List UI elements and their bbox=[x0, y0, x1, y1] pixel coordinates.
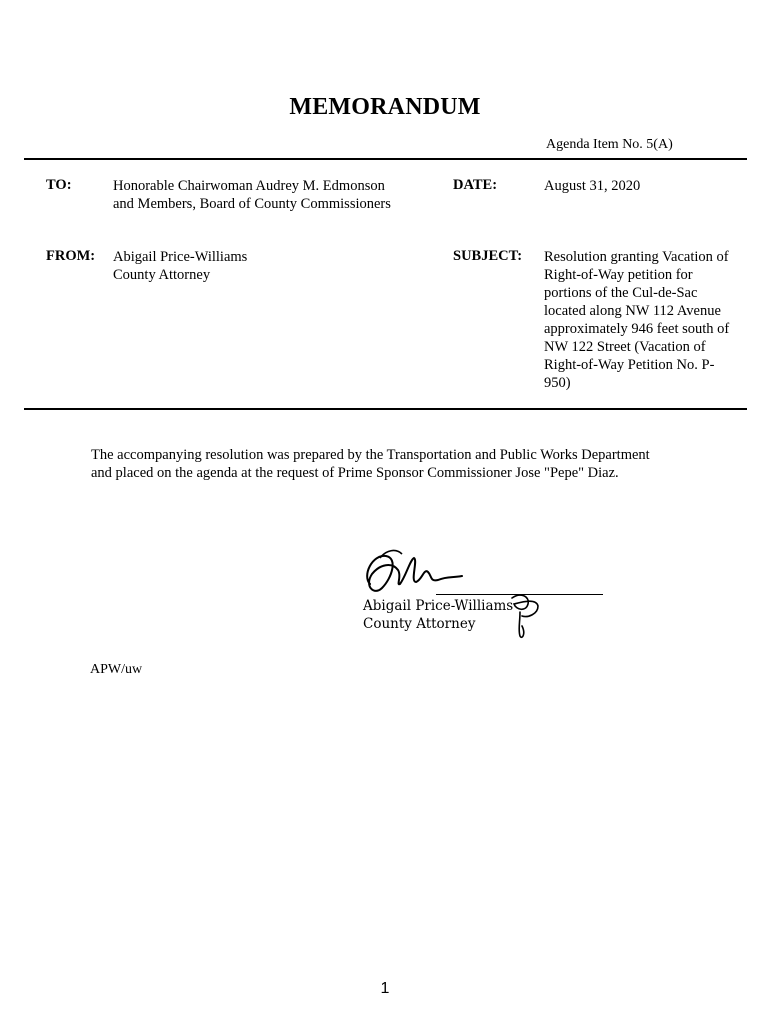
date-label: DATE: bbox=[453, 177, 498, 193]
memo-title: MEMORANDUM bbox=[289, 94, 481, 120]
subject-line: Right-of-Way Petition No. P- bbox=[544, 357, 715, 373]
from-label: FROM: bbox=[46, 248, 96, 264]
body-line-2: and placed on the agenda at the request of Prime Sponsor Commissioner Jose "Pepe" Diaz. bbox=[91, 465, 619, 481]
typist-initials: APW/uw bbox=[90, 662, 143, 677]
to-line-2: and Members, Board of County Commissioners bbox=[113, 196, 391, 212]
to-label: TO: bbox=[46, 177, 72, 193]
subject-line: approximately 946 feet south of bbox=[544, 321, 730, 337]
page-number: 1 bbox=[380, 980, 390, 997]
subject-line: Right-of-Way petition for bbox=[544, 267, 693, 283]
top-divider bbox=[24, 158, 747, 160]
signature-line bbox=[436, 594, 603, 595]
to-recipient bbox=[113, 177, 391, 213]
to-line-1: Honorable Chairwoman Audrey M. Edmonson bbox=[113, 178, 385, 194]
subject-line: NW 122 Street (Vacation of bbox=[544, 339, 706, 355]
subject-line: portions of the Cul-de-Sac bbox=[544, 285, 698, 301]
signatory-title: County Attorney bbox=[363, 616, 476, 632]
subject-label: SUBJECT: bbox=[453, 248, 523, 264]
body-paragraph bbox=[91, 446, 731, 482]
bottom-divider bbox=[24, 408, 747, 410]
signatory-name: Abigail Price-Williams bbox=[363, 598, 514, 614]
agenda-item-number: Agenda Item No. 5(A) bbox=[546, 137, 673, 152]
from-line-2: County Attorney bbox=[113, 267, 211, 283]
subject-text bbox=[544, 248, 749, 392]
subject-line: located along NW 112 Avenue bbox=[544, 303, 721, 319]
subject-line: Resolution granting Vacation of bbox=[544, 249, 729, 265]
date-value: August 31, 2020 bbox=[544, 178, 641, 194]
body-line-1: The accompanying resolution was prepared by the Transportation and Public Works Department bbox=[91, 447, 650, 463]
subject-line: 950) bbox=[544, 375, 571, 391]
signature-block bbox=[363, 597, 513, 633]
from-sender bbox=[113, 248, 247, 284]
from-line-1: Abigail Price-Williams bbox=[113, 249, 248, 265]
